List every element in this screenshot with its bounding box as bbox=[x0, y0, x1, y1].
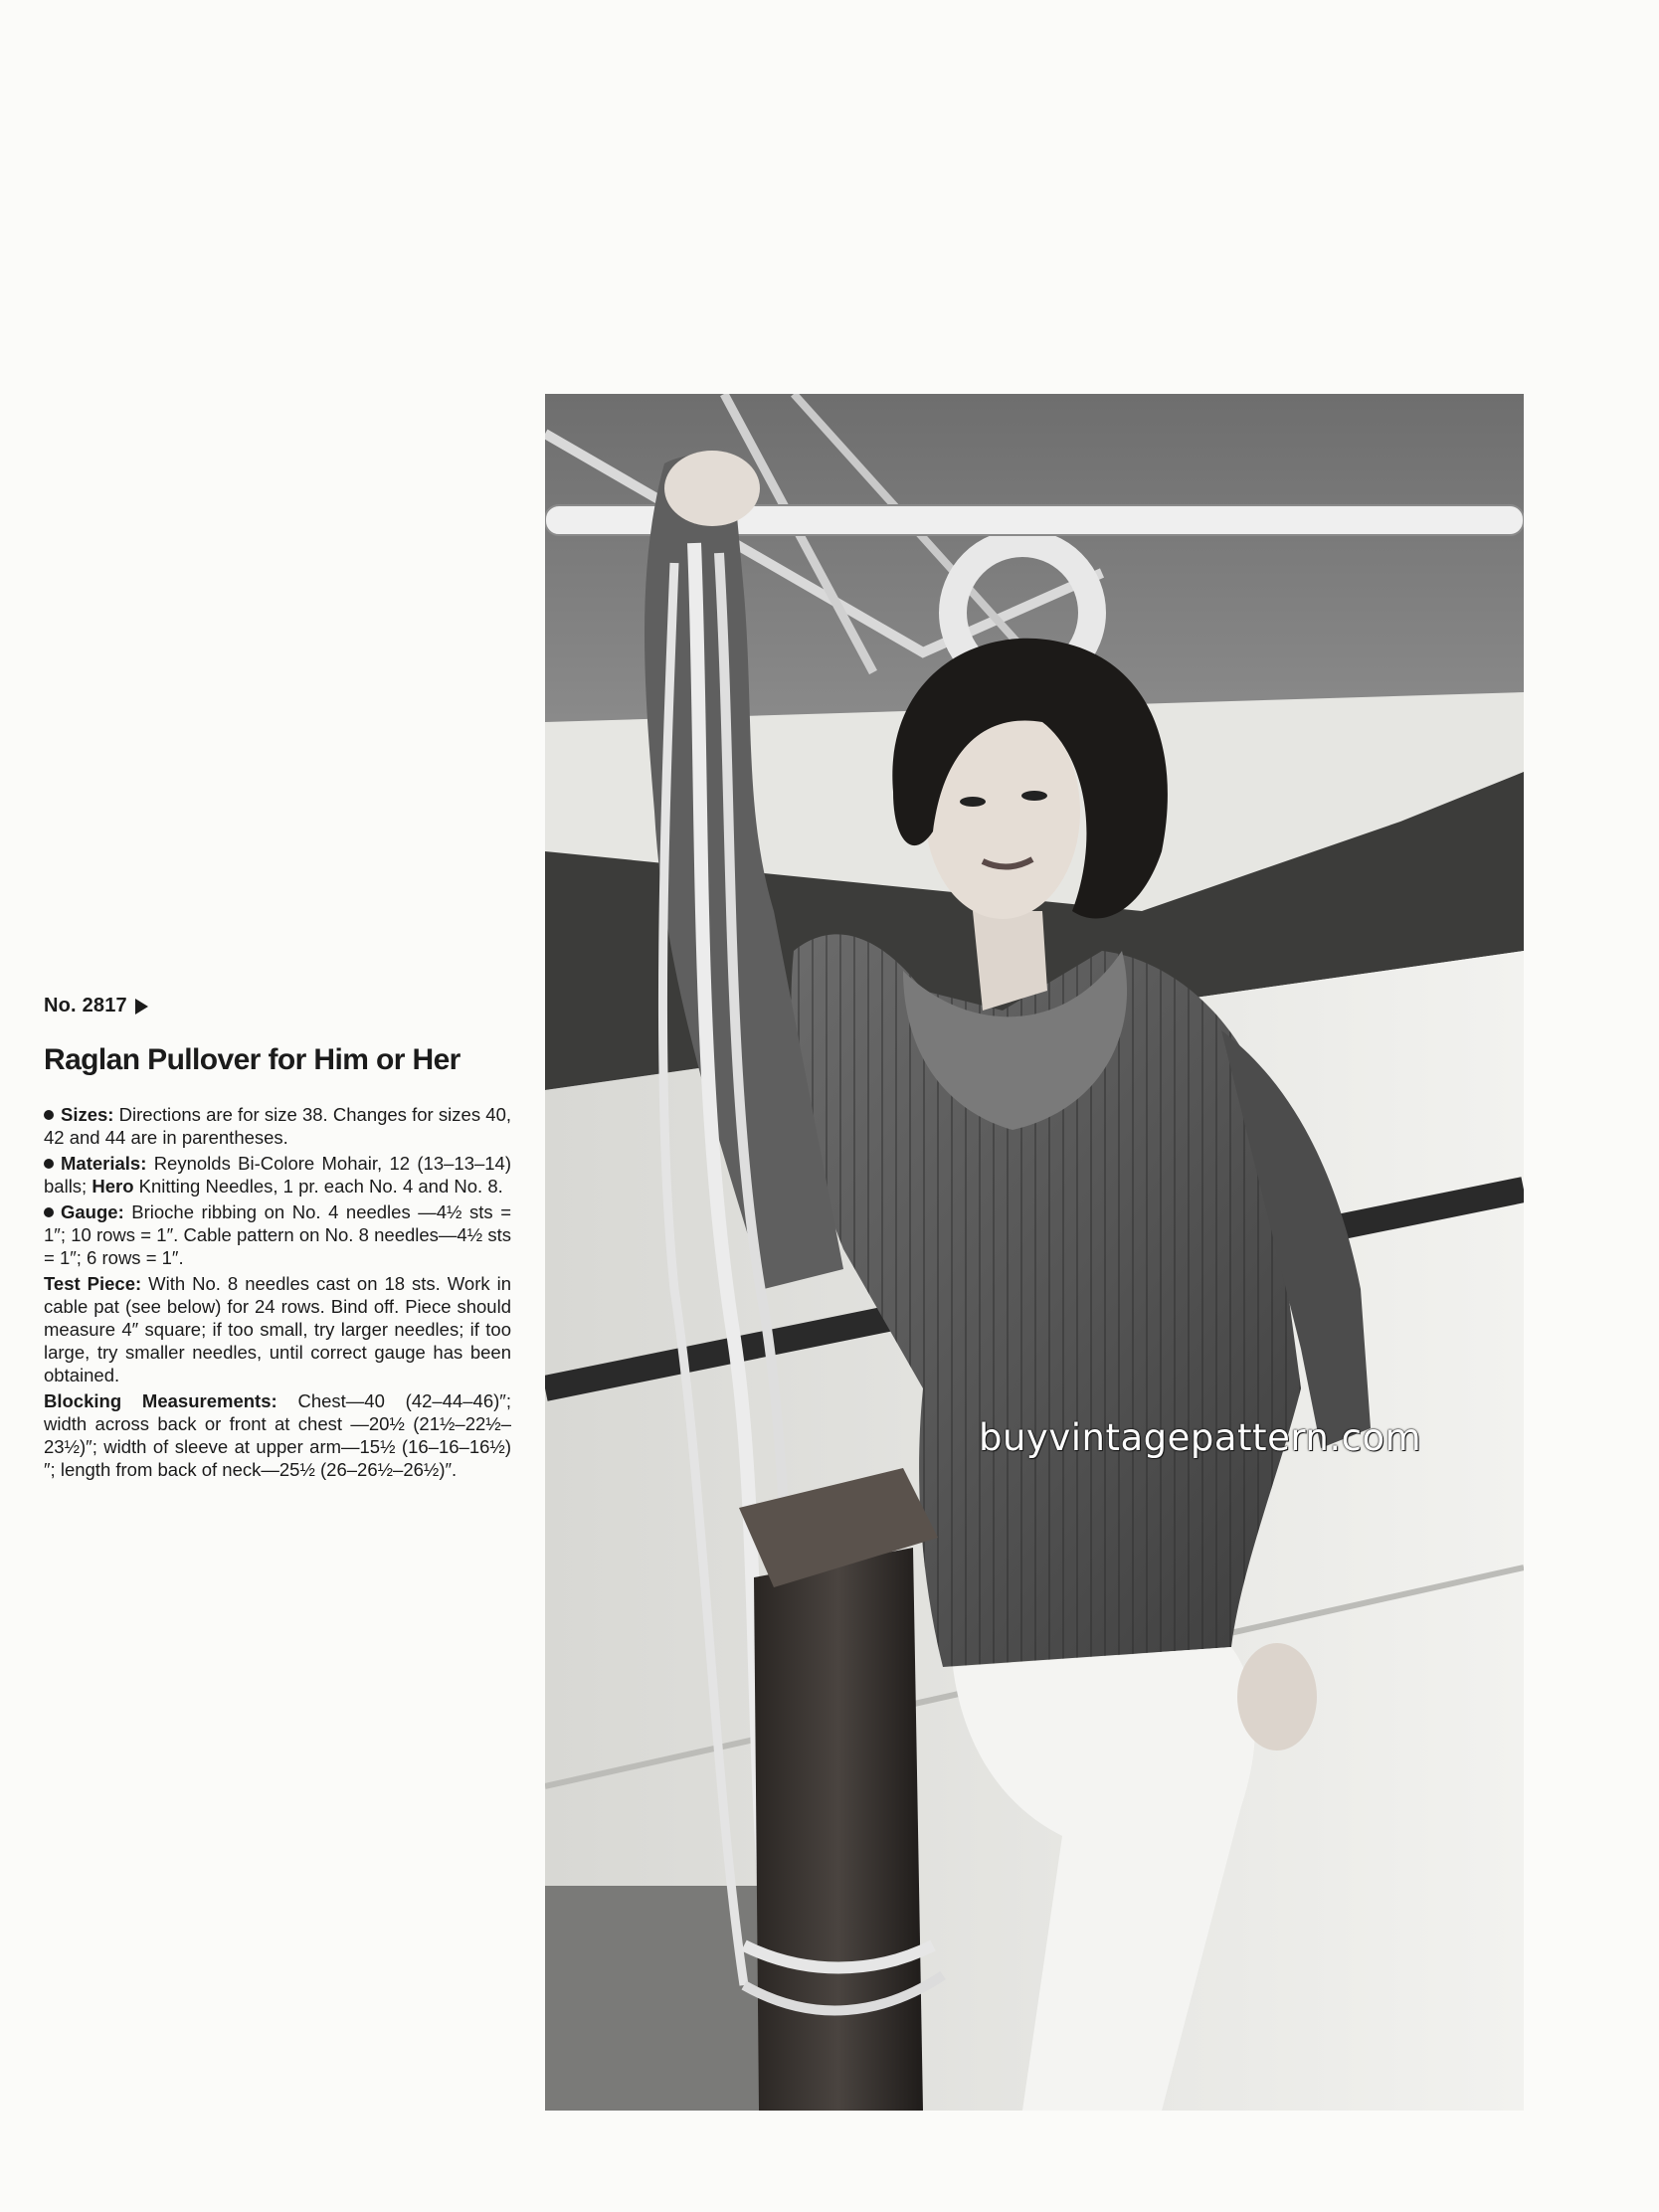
wooden-post bbox=[754, 1548, 923, 2111]
blocking-paragraph bbox=[44, 1389, 511, 1481]
materials-brand: Hero bbox=[92, 1176, 134, 1197]
photo-illustration bbox=[545, 394, 1524, 2111]
model-photo bbox=[545, 394, 1524, 2111]
bullet-icon bbox=[44, 1110, 54, 1120]
blocking-text: Chest—40 (42–44–46)″; width across back or front at chest —20½ (21½–22½–23½)″; width of sleeve at upper arm—15½ (16–16–16½)″; length from back of neck—25½ (26–26½–26½)″. bbox=[44, 1390, 511, 1480]
watermark: buyvintagepattern.com bbox=[979, 1416, 1422, 1459]
bullet-icon bbox=[44, 1159, 54, 1169]
sizes-text: Directions are for size 38. Changes for sizes 40, 42 and 44 are in parentheses. bbox=[44, 1104, 511, 1148]
gauge-label: Gauge: bbox=[61, 1201, 124, 1222]
sizes-paragraph bbox=[44, 1103, 511, 1149]
bullet-icon bbox=[44, 1207, 54, 1217]
materials-label: Materials: bbox=[61, 1153, 147, 1174]
right-triangle-icon bbox=[135, 999, 148, 1014]
pattern-number-text: No. 2817 bbox=[44, 995, 127, 1016]
pattern-title: Raglan Pullover for Him or Her bbox=[44, 1043, 461, 1076]
test-piece-label: Test Piece: bbox=[44, 1273, 142, 1294]
materials-text-a: Reynolds Bi-Colore Mohair, 12 (13–13–14) balls; bbox=[44, 1153, 512, 1197]
materials-text-b: Knitting Needles, 1 pr. each No. 4 and No. 8. bbox=[138, 1176, 503, 1197]
materials-paragraph bbox=[44, 1152, 511, 1198]
gauge-paragraph bbox=[44, 1200, 511, 1269]
blocking-label: Blocking Measurements: bbox=[44, 1390, 277, 1411]
test-piece-paragraph bbox=[44, 1272, 511, 1386]
pattern-text-column bbox=[44, 995, 511, 1484]
test-piece-text: With No. 8 needles cast on 18 sts. Work in cable pat (see below) for 24 rows. Bind off. Piece should measure 4″ square; if too small, try larger needles; if too large, try smaller needles, until correct gauge has been obtained. bbox=[44, 1273, 512, 1385]
sizes-label: Sizes: bbox=[61, 1104, 114, 1125]
hand bbox=[664, 451, 760, 526]
pattern-number bbox=[44, 995, 511, 1017]
gauge-text: Brioche ribbing on No. 4 needles —4½ sts = 1″; 10 rows = 1″. Cable pattern on No. 8 needles—4½ sts = 1″; 6 rows = 1″. bbox=[44, 1201, 511, 1268]
